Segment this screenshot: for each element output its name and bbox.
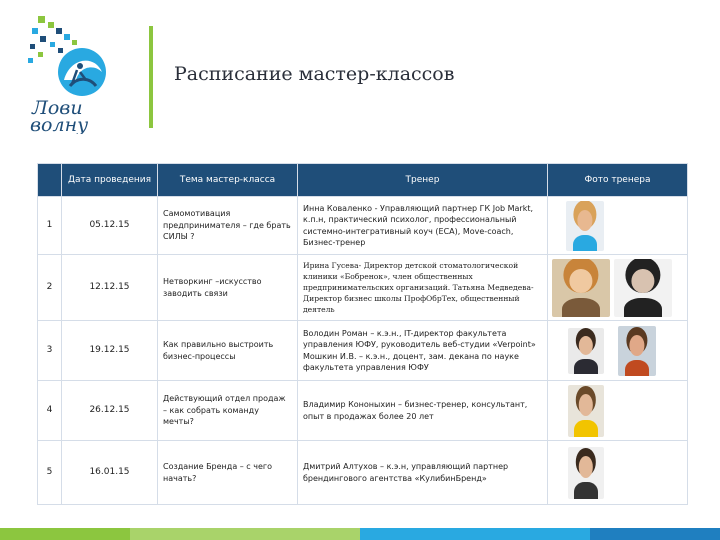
column-header-topic: Тема мастер-класса: [158, 164, 298, 197]
svg-text:волну: волну: [30, 114, 89, 134]
schedule-table: [37, 163, 688, 505]
table-row: [38, 381, 688, 441]
trainer-photo: [552, 259, 610, 317]
row-trainer: Володин Роман – к.э.н., IT-директор факультета управления ЮФУ, руководитель веб-студии «Verpoint» Мошкин И.В. – к.э.н., доцент, зам. декана по науке факультета управления ЮФУ: [298, 321, 548, 381]
table-row: [38, 255, 688, 321]
trainer-photo: [568, 447, 604, 499]
logo-icon: [24, 14, 120, 134]
row-date: 05.12.15: [62, 197, 158, 255]
trainer-photo: [566, 201, 604, 251]
row-photo-cell: [548, 441, 688, 505]
row-topic: Самомотивация предпринимателя – где брать СИЛЫ ?: [158, 197, 298, 255]
title-divider: [149, 26, 153, 128]
row-topic: Создание Бренда – с чего начать?: [158, 441, 298, 505]
table-row: [38, 321, 688, 381]
page-title: Расписание мастер-классов: [174, 63, 455, 85]
row-trainer: Владимир Кононыхин – бизнес-тренер, консультант, опыт в продажах более 20 лет: [298, 381, 548, 441]
table-row: [38, 441, 688, 505]
row-photo-cell: [548, 255, 688, 321]
table-row: [38, 197, 688, 255]
trainer-photo: [568, 328, 604, 374]
bottom-color-strip: [0, 528, 720, 540]
row-trainer: Инна Коваленко - Управляющий партнер ГК Job Markt, к.п.н, практический психолог, профессиональный системно-интегративный коуч (ECA), Move-coach, Бизнес-тренер: [298, 197, 548, 255]
row-trainer: Ирина Гусева- Директор детской стоматологической клиники «Бобренок», член общественных предпринимательских организаций. Татьяна Медведева- Директор бизнес школы ПрофОбрТех, общественный деятель: [298, 255, 548, 321]
row-topic: Действующий отдел продаж – как собрать команду мечты?: [158, 381, 298, 441]
column-header-date: Дата проведения: [62, 164, 158, 197]
trainer-photo: [614, 259, 672, 317]
row-date: 19.12.15: [62, 321, 158, 381]
row-number: 3: [38, 321, 62, 381]
row-date: 26.12.15: [62, 381, 158, 441]
row-number: 5: [38, 441, 62, 505]
column-header-photo: Фото тренера: [548, 164, 688, 197]
row-trainer: Дмитрий Алтухов – к.э.н, управляющий партнер брендингового агентства «КулибинБренд»: [298, 441, 548, 505]
table-header-row: [38, 164, 688, 197]
row-topic: Нетворкинг –искусство заводить связи: [158, 255, 298, 321]
row-photo-cell: [548, 197, 688, 255]
row-date: 12.12.15: [62, 255, 158, 321]
column-header-num: [38, 164, 62, 197]
row-number: 2: [38, 255, 62, 321]
row-photo-cell: [548, 321, 688, 381]
trainer-photo: [618, 326, 656, 376]
svg-text:Лови: Лови: [32, 97, 83, 119]
row-topic: Как правильно выстроить бизнес-процессы: [158, 321, 298, 381]
row-photo-cell: [548, 381, 688, 441]
row-number: 1: [38, 197, 62, 255]
column-header-trainer: Тренер: [298, 164, 548, 197]
row-number: 4: [38, 381, 62, 441]
trainer-photo: [568, 385, 604, 437]
row-date: 16.01.15: [62, 441, 158, 505]
